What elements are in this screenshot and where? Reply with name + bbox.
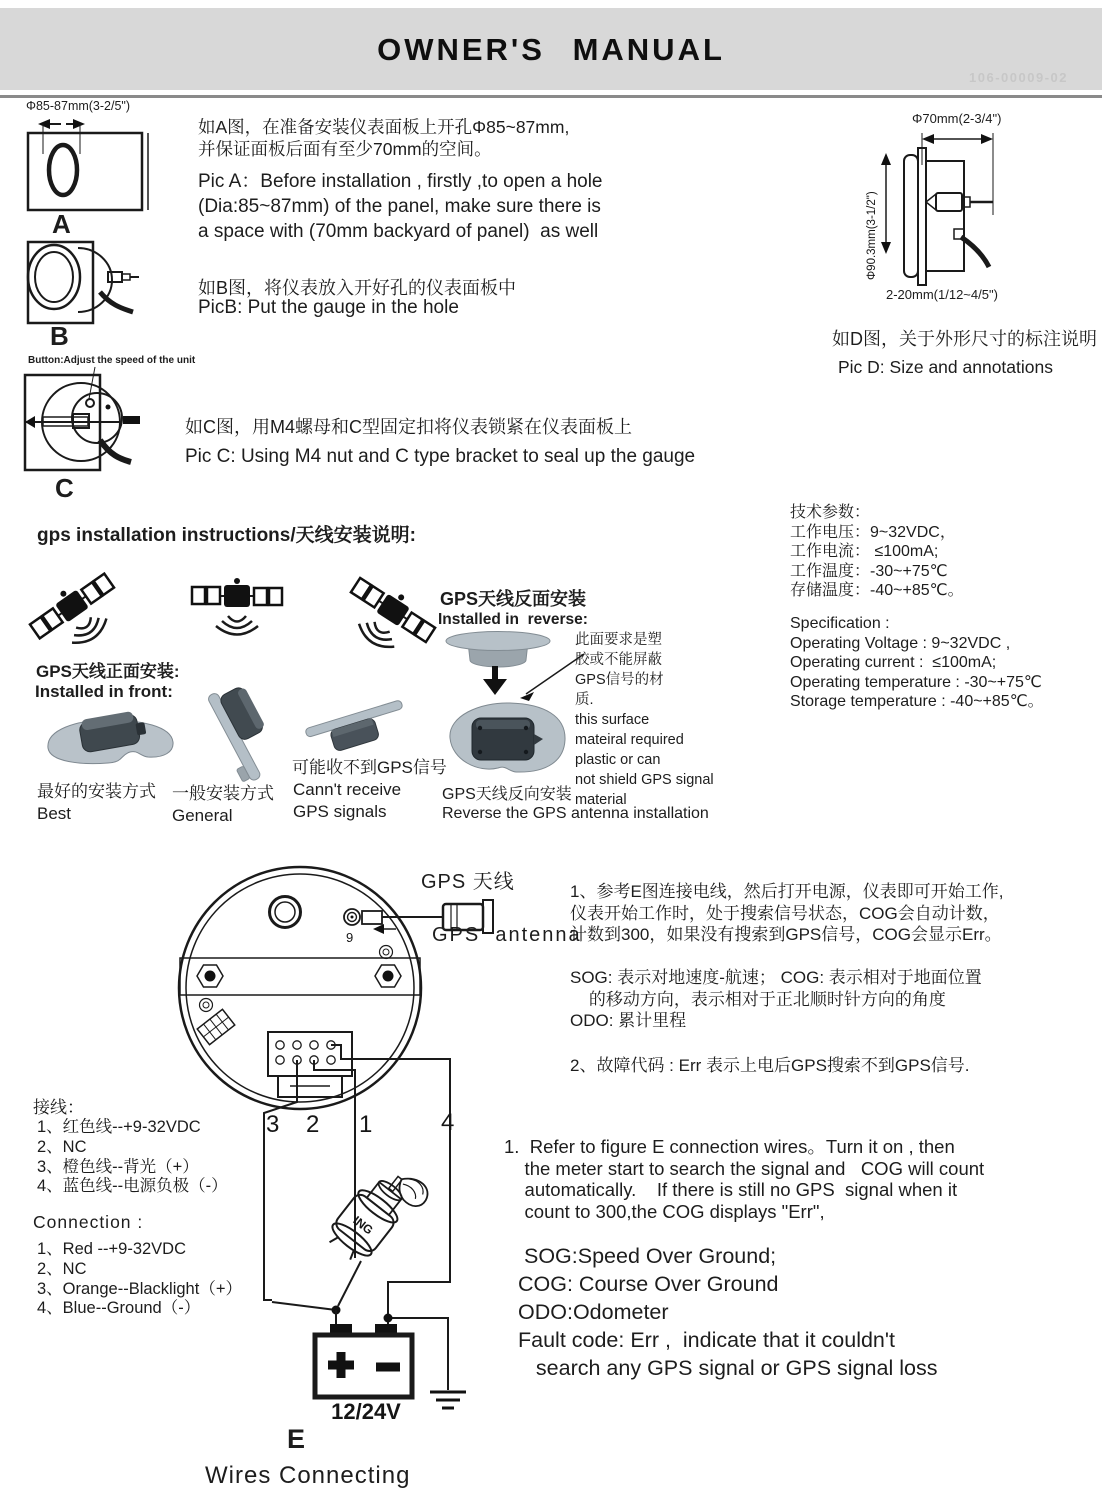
antenna-cant-image bbox=[300, 692, 410, 762]
pic-c-label: C bbox=[55, 473, 74, 503]
header-band bbox=[0, 8, 1102, 90]
text-line: a space with (70mm backyard of panel) as well bbox=[198, 221, 599, 242]
pic-b-drawing bbox=[20, 238, 170, 350]
cn-paragraph-2: 2、故障代码 : Err 表示上电后GPS搜索不到GPS信号. bbox=[570, 1056, 970, 1075]
connection-title-en: Connection : bbox=[33, 1212, 144, 1232]
text-line: 2、NC bbox=[37, 1137, 87, 1156]
pic-b-label: B bbox=[50, 321, 69, 351]
battery-voltage-label: 12/24V bbox=[331, 1399, 401, 1424]
text-line: Operating Voltage : 9~32VDC , bbox=[790, 634, 1011, 652]
text-line: count to 300,the COG displays "Err", bbox=[504, 1200, 825, 1222]
text-line: 工作温度：-30~+75℃ bbox=[790, 562, 948, 580]
aux-connector bbox=[197, 1009, 235, 1044]
text-line: 并保证面板后面有至少70mm的空间。 bbox=[198, 139, 492, 159]
text-line: GPS信号的材 bbox=[575, 672, 664, 688]
text-line: COG: Course Over Ground bbox=[518, 1272, 779, 1296]
wire-4 bbox=[331, 1045, 450, 1331]
pic-d-text-en: Pic D: Size and annotations bbox=[838, 357, 1053, 377]
text-line: Operating current : ≤100mA; bbox=[790, 654, 997, 671]
text-line: Specification : bbox=[790, 615, 890, 632]
cn-paragraph-1 bbox=[570, 881, 1004, 946]
gps-section-heading: gps installation instructions/天线安装说明: bbox=[37, 525, 416, 546]
pic-d-dim-bottom: 2-20mm(1/12~4/5") bbox=[886, 287, 998, 302]
pic-b-text-cn: 如B图，将仪表放入开好孔的仪表面板中 bbox=[198, 278, 517, 298]
cant-label-cn: 可能收不到GPS信号 bbox=[292, 758, 447, 777]
text-line: 如A图，在准备安装仪表面板上开孔Φ85~87mm, bbox=[198, 117, 570, 137]
front-install-cn: GPS天线正面安装: bbox=[36, 662, 180, 681]
pin-9-label: 9 bbox=[346, 930, 354, 945]
wire-number-2: 2 bbox=[306, 1111, 320, 1138]
pic-c-text-en: Pic C: Using M4 nut and C type bracket to seal up the gauge bbox=[185, 446, 696, 467]
text-line: 4、Blue--Ground（-） bbox=[37, 1299, 201, 1318]
wire-number-1: 1 bbox=[359, 1111, 373, 1138]
text-line: 技术参数： bbox=[790, 504, 871, 521]
reverse-blob-image bbox=[442, 692, 570, 784]
text-line: mateiral required bbox=[575, 732, 684, 748]
gps-antenna-label-en: GPS antenna bbox=[432, 924, 582, 946]
pic-b-text-en: PicB: Put the gauge in the hole bbox=[198, 297, 459, 318]
best-label-en: Best bbox=[37, 804, 72, 823]
pic-a-text-en bbox=[198, 169, 603, 244]
wire-number-4: 4 bbox=[441, 1109, 455, 1136]
pic-d-drawing bbox=[855, 125, 1055, 300]
text-line: 2、NC bbox=[37, 1259, 87, 1278]
figure-e-caption: Wires Connecting bbox=[205, 1462, 411, 1489]
wire-number-3: 3 bbox=[266, 1111, 280, 1138]
text-line: automatically. If there is still no GPS signal when it bbox=[504, 1179, 958, 1200]
text-line: material bbox=[575, 792, 627, 808]
satellite-icon bbox=[338, 572, 448, 672]
surface-note bbox=[575, 630, 714, 810]
text-line: 1、参考E图连接电线，然后打开电源，仪表即可开始工作, bbox=[570, 882, 1004, 901]
gauge-back-outline bbox=[179, 867, 421, 1109]
reverse-install-cn: GPS天线反面安装 bbox=[440, 589, 587, 609]
text-line: SOG:Speed Over Ground; bbox=[518, 1244, 777, 1268]
pic-a-label: A bbox=[52, 209, 71, 239]
pic-a-text-cn bbox=[198, 116, 569, 160]
satellite-icon bbox=[182, 560, 292, 660]
en-definitions bbox=[518, 1242, 937, 1382]
text-line: Storage temperature : -40~+85℃。 bbox=[790, 693, 1044, 710]
pic-c-button-note: Button:Adjust the speed of the unit bbox=[28, 355, 196, 366]
text-line: search any GPS signal or GPS signal loss bbox=[518, 1356, 938, 1380]
text-line: 4、蓝色线--电源负极（-） bbox=[37, 1177, 228, 1196]
general-label-cn: 一般安装方式 bbox=[172, 784, 274, 803]
best-label-cn: 最好的安装方式 bbox=[37, 782, 156, 801]
text-line: 的移动方向，表示相对于正北顺时针方向的角度 bbox=[570, 989, 946, 1009]
reverse2-cn: GPS天线反向安装 bbox=[442, 786, 572, 803]
text-line: 质. bbox=[575, 692, 594, 708]
text-line: (Dia:85~87mm) of the panel, make sure there is bbox=[198, 196, 601, 217]
connection-list-en bbox=[37, 1240, 242, 1319]
ignition-label: ING bbox=[350, 1213, 376, 1238]
text-line: 3、橙色线--背光（+） bbox=[37, 1157, 199, 1176]
reverse-install-en: Installed in reverse: bbox=[438, 611, 588, 628]
pic-c-drawing bbox=[15, 365, 175, 490]
spec-block-cn bbox=[790, 503, 964, 601]
ignition-switch bbox=[323, 1156, 433, 1274]
pic-d-dim-top: Φ70mm(2-3/4") bbox=[912, 111, 1002, 126]
text-line: 1. Refer to figure E connection wires。Turn it on , then bbox=[504, 1136, 955, 1157]
text-line: 仪表开始工作时，处于搜索信号状态，COG会自动计数， bbox=[570, 903, 1000, 923]
text-line: this surface bbox=[575, 712, 650, 728]
text-line: Operating temperature : -30~+75℃ bbox=[790, 673, 1042, 691]
page-title: OWNER'S MANUAL bbox=[377, 32, 725, 67]
text-line: 工作电压：9~32VDC， bbox=[790, 523, 956, 541]
en-paragraph bbox=[504, 1136, 984, 1222]
connection-list-cn bbox=[37, 1118, 228, 1197]
text-line: 1、Red --+9-32VDC bbox=[37, 1240, 187, 1258]
front-install-en: Installed in front: bbox=[35, 682, 173, 701]
text-line: ODO:Odometer bbox=[518, 1300, 669, 1324]
text-line: plastic or can bbox=[575, 752, 661, 768]
general-label-en: General bbox=[172, 806, 233, 825]
text-line: not shield GPS signal bbox=[575, 772, 714, 788]
text-line: 计数到300，如果没有搜索到GPS信号，COG会显示Err。 bbox=[570, 925, 1002, 944]
pic-d-text-cn: 如D图，关于外形尺寸的标注说明 bbox=[832, 329, 1097, 349]
text-line: Cann't receive bbox=[293, 780, 402, 799]
text-line: ODO: 累计里程 bbox=[570, 1011, 687, 1030]
text-line: 胶或不能屏蔽 bbox=[575, 652, 662, 668]
text-line: 工作电流： ≤100mA; bbox=[790, 543, 939, 560]
pic-a-drawing bbox=[14, 96, 174, 246]
text-line: 此面要求是塑 bbox=[575, 632, 662, 648]
text-line: GPS signals bbox=[293, 802, 387, 821]
pic-c-text-cn: 如C图，用M4螺母和C型固定扣将仪表锁紧在仪表面板上 bbox=[185, 417, 633, 437]
text-line: the meter start to search the signal and COG will count bbox=[504, 1157, 985, 1179]
connection-title-cn: 接线： bbox=[33, 1098, 84, 1117]
antenna-best-image bbox=[36, 700, 186, 778]
antenna-general-image bbox=[188, 686, 293, 786]
text-line: Fault code: Err , indicate that it couldn't bbox=[518, 1328, 895, 1352]
text-line: SOG: 表示对地速度-航速； COG: 表示相对于地面位置 bbox=[570, 968, 982, 987]
gps-antenna-label-cn: GPS 天线 bbox=[421, 871, 515, 893]
ground-symbol bbox=[430, 1392, 466, 1408]
spec-block-en bbox=[790, 614, 1044, 712]
pic-d-dim-left: Φ90.3mm(3-1/2") bbox=[866, 191, 878, 280]
pic-a-dimension: Φ85-87mm(3-2/5") bbox=[26, 99, 131, 113]
text-line: Pic A：Before installation , firstly ,to open a hole bbox=[198, 171, 603, 192]
text-line: 1、红色线--+9-32VDC bbox=[37, 1118, 201, 1136]
doc-code: 106-00009-02 bbox=[969, 70, 1068, 85]
cant-label-en bbox=[293, 779, 401, 823]
cn-sog-definitions bbox=[570, 967, 982, 1032]
reverse2-en: Reverse the GPS antenna installation bbox=[442, 805, 709, 822]
text-line: 3、Orange--Blacklight（+） bbox=[37, 1279, 242, 1298]
text-line: 存储温度：-40~+85℃。 bbox=[790, 582, 964, 599]
figure-e-label: E bbox=[287, 1424, 306, 1454]
satellite-icon bbox=[18, 566, 133, 666]
